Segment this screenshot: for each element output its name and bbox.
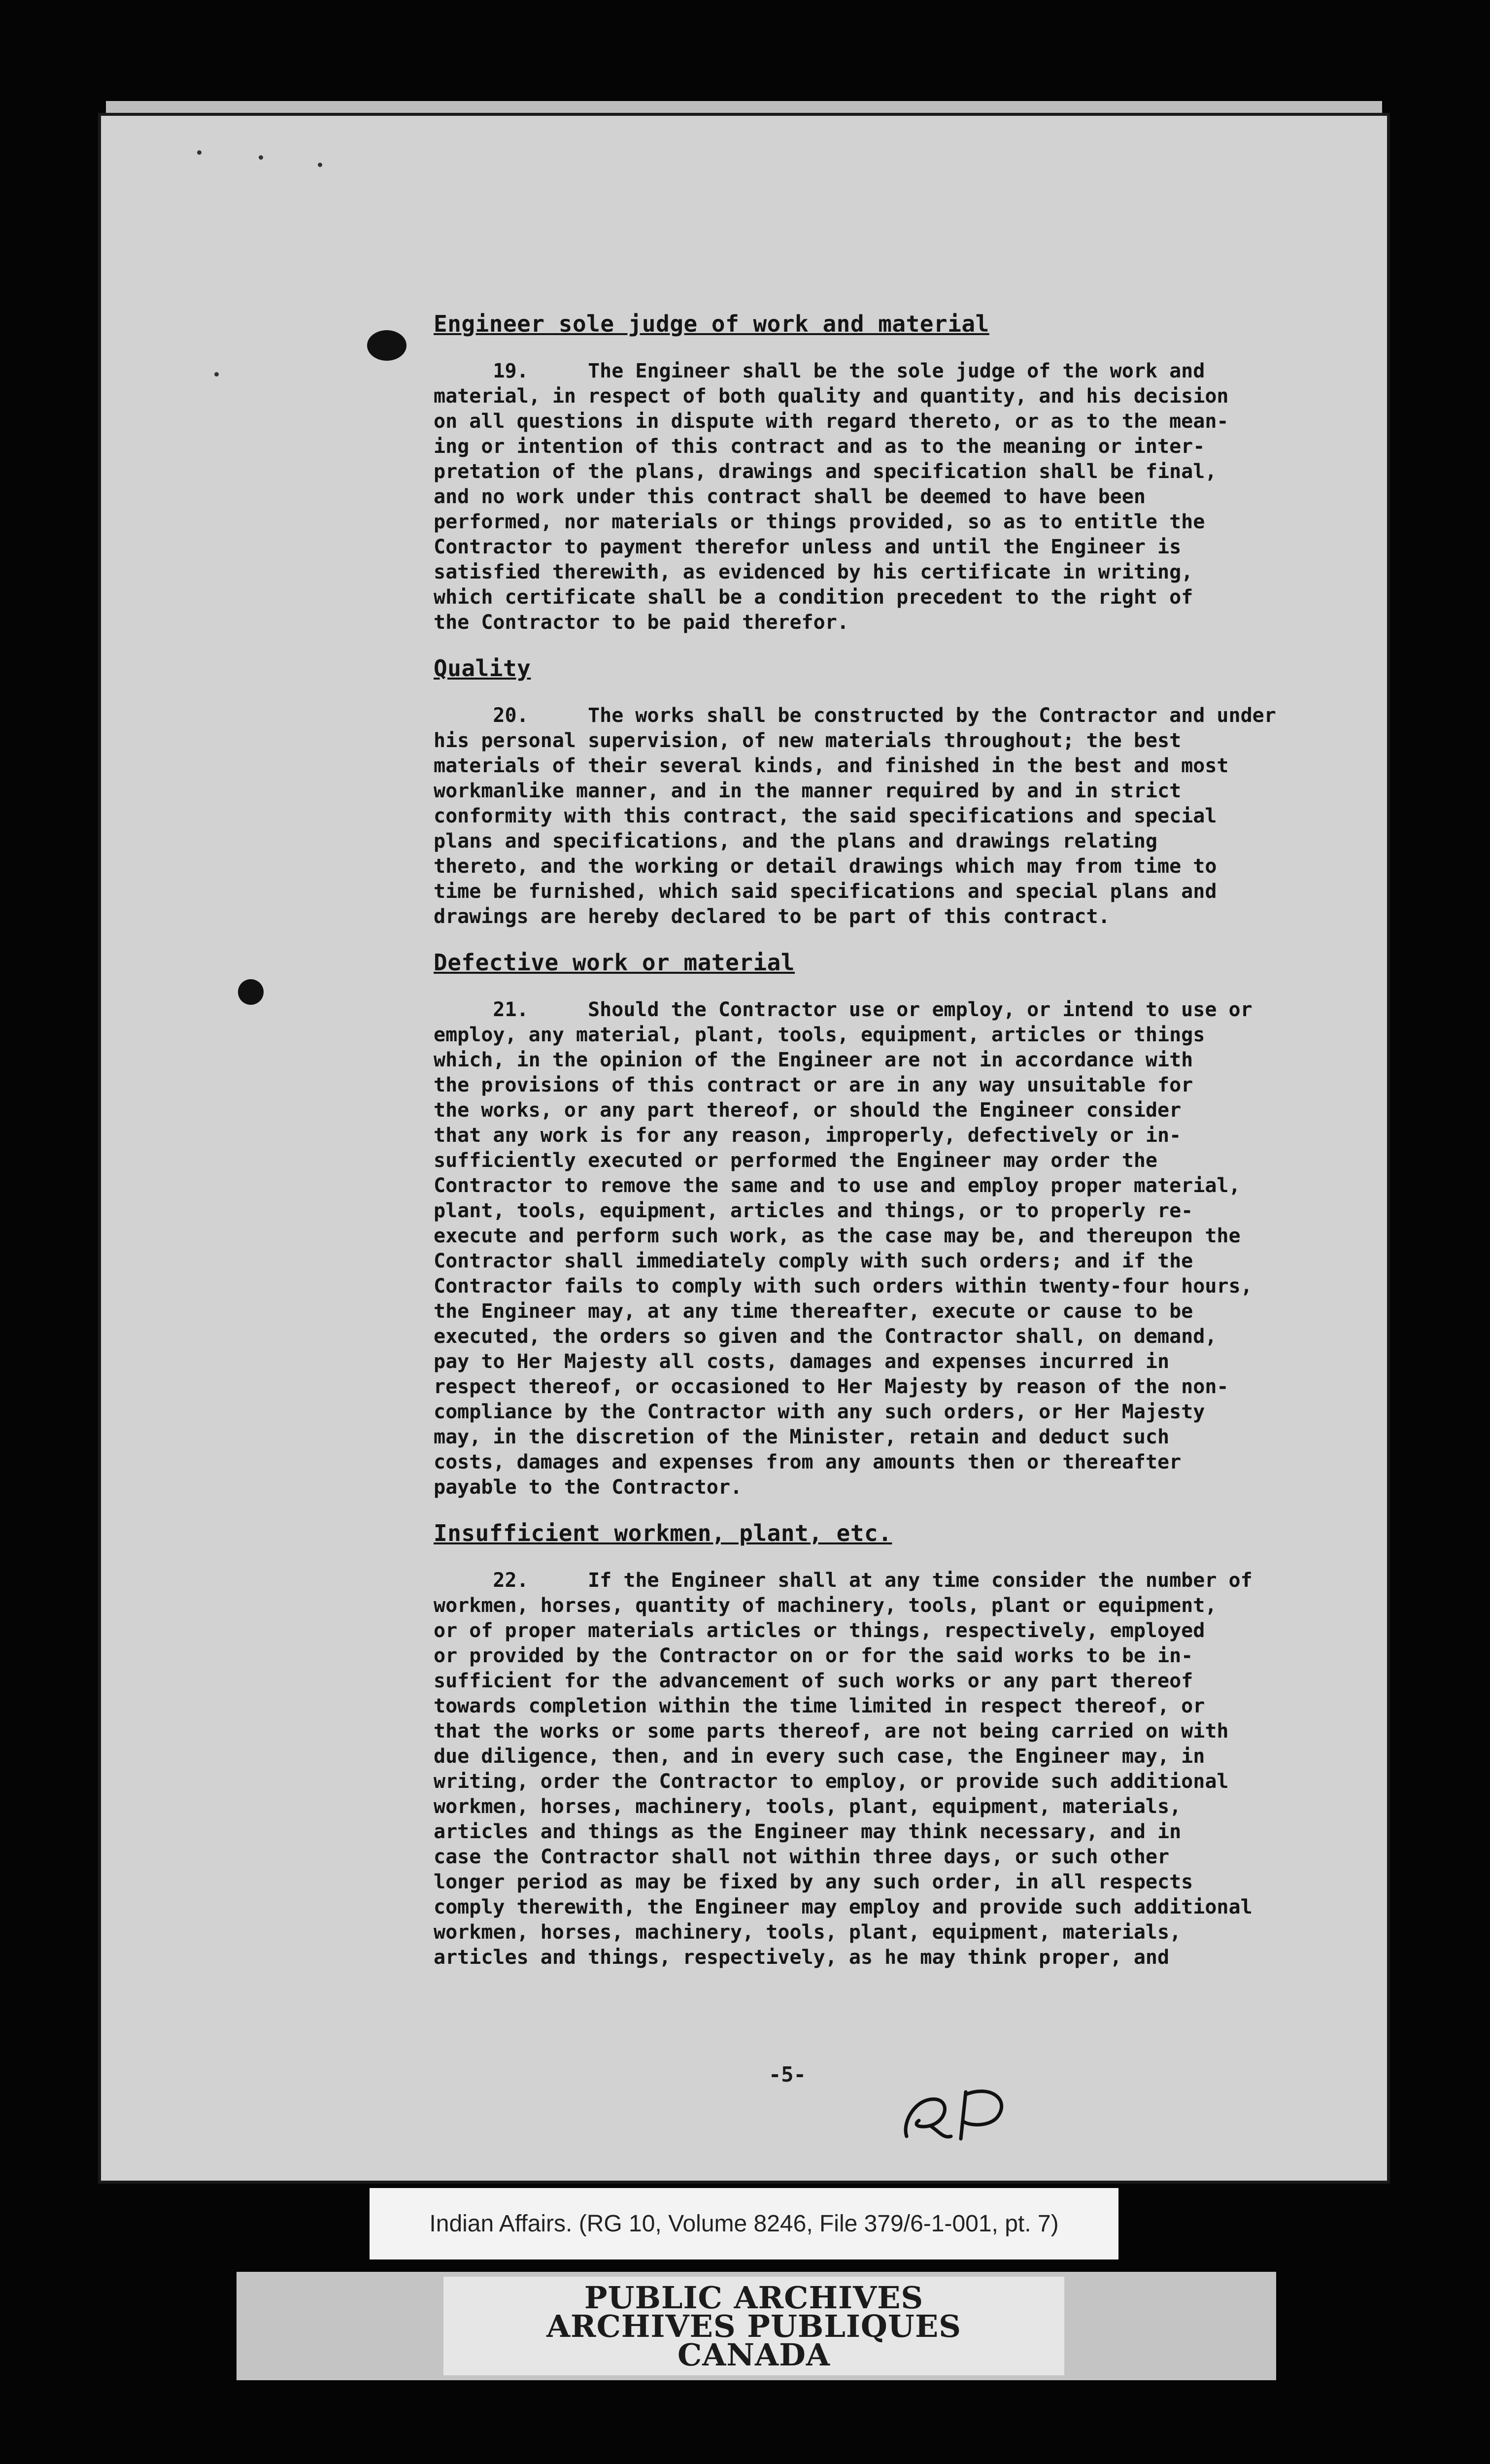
clause-section <box>434 1520 1330 1970</box>
clause-heading: Quality <box>434 655 531 682</box>
clause-heading: Insufficient workmen, plant, etc. <box>434 1520 892 1546</box>
clause-heading: Engineer sole judge of work and material <box>434 310 989 337</box>
archive-citation: Indian Affairs. (RG 10, Volume 8246, File 379/6-1-001, pt. 7) <box>370 2188 1118 2259</box>
clause-text: 21. Should the Contractor use or employ, or intend to use or employ, any material, plant, tools, equipment, articles or things which, in the opinion of the Engineer are not in accordance with the provisions of this contract or are in any way unsuitable for the works, or any part thereof, or should the Engineer consider that any work is for any reason, improperly, defectively or in- sufficiently executed or performed the Engineer may order the Contractor to remove the same and to use and employ proper material, plant, tools, equipment, articles and things, or to properly re- execute and perform such work, as the case may be, and thereupon the Contractor shall immediately comply with such orders; and if the Contractor fails to comply with such orders within twenty-four hours, the Engineer may, at any time thereafter, execute or cause to be executed, the orders so given and the Contractor shall, on demand, pay to Her Majesty all costs, damages and expenses incurred in respect thereof, or occasioned to Her Majesty by reason of the non- compliance by the Contractor with any such orders, or Her Majesty may, in the discretion of the Minister, retain and deduct such costs, damages and expenses from any amounts then or thereafter payable to the Contractor. <box>434 998 1253 1499</box>
document-body <box>434 310 1330 1990</box>
clause-section <box>434 949 1330 1500</box>
clause-text: 20. The works shall be constructed by the Contractor and under his personal supervision, of new materials throughout; the best materials of their several kinds, and finished in the best and most workmanlike manner, and in the manner required by and in strict conformity with this contract, the said specifications and special plans and specifications, and the plans and drawings relating thereto, and the working or detail drawings which may from time to time be furnished, which said specifications and special plans and drawings are hereby declared to be part of this contract. <box>434 704 1276 928</box>
punch-hole <box>238 979 264 1005</box>
clause-heading: Defective work or material <box>434 949 795 976</box>
speck <box>259 155 263 160</box>
speck <box>197 150 202 155</box>
clause-text: 19. The Engineer shall be the sole judge of the work and material, in respect of both quality and quantity, and his decision on all questions in dispute with regard thereto, or as to the mean- ing or intention of this contract and as to the meaning or inter- pretation of the plans, drawings and specification shall be final, and no work under this contract shall be deemed to have been performed, nor materials or things provided, so as to entitle the Contractor to payment therefor unless and until the Engineer is satisfied therewith, as evidenced by his certificate in writing, which certificate shall be a condition precedent to the right of the Contractor to be paid therefor. <box>434 360 1229 634</box>
speck <box>318 163 322 167</box>
clause-section <box>434 655 1330 929</box>
handwritten-initials <box>897 2077 1025 2153</box>
stamp-line-3: CANADA <box>677 2337 831 2373</box>
clause-section <box>434 310 1330 635</box>
page-number: -5- <box>769 2062 806 2087</box>
stamp-line-2: ARCHIVES PUBLIQUES <box>546 2308 962 2344</box>
stamp-line-1: PUBLIC ARCHIVES <box>584 2280 924 2316</box>
punch-hole <box>367 330 406 361</box>
clause-text: 22. If the Engineer shall at any time consider the number of workmen, horses, quantity of machinery, tools, plant or equipment, or of proper materials articles or things, respectively, employed or provided by the Contractor on or for the said works to be in- sufficient for the advancement of such works or any part thereof towards completion within the time limited in respect thereof, or that the works or some parts thereof, are not being carried on with due diligence, then, and in every such case, the Engineer may, in writing, order the Contractor to employ, or provide such additional workmen, horses, machinery, tools, plant, equipment, materials, articles and things as the Engineer may think necessary, and in case the Contractor shall not within three days, or such other longer period as may be fixed by any such order, in all respects comply therewith, the Engineer may employ and provide such additional workmen, horses, machinery, tools, plant, equipment, materials, articles and things, respectively, as he may think proper, and <box>434 1569 1253 1969</box>
speck <box>214 372 219 376</box>
archive-stamp <box>443 2277 1064 2375</box>
